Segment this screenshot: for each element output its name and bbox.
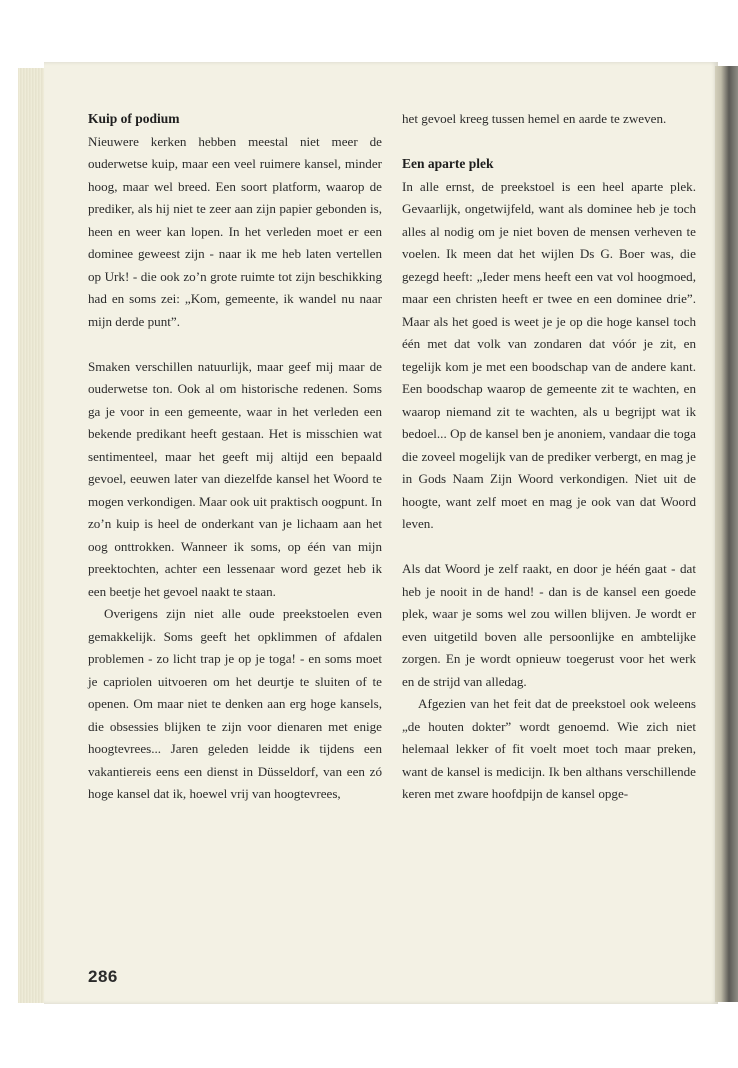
paragraph: Als dat Woord je zelf raakt, en door je héén gaat - dat heb je nooit in de hand! - dan is de kansel een goede plek, waar je soms wel zou willen blijven. Je wordt er even uitgetild boven alle persoonlijke en ambtelijke zorgen. En je wordt opnieuw toegerust voor het werk en de strijd van alledag. [402, 561, 696, 689]
book-page-edges-right [715, 66, 738, 1002]
section-heading-een-aparte-plek: Een aparte plek [402, 156, 494, 171]
right-text-column [402, 108, 696, 806]
paragraph: Smaken verschillen natuurlijk, maar geef mij maar de ouderwetse ton. Ook al om historische redenen. Soms ga je voor in een gemeente, waar in het verleden een bekende predikant heeft gestaan. Het is misschien wat sentimenteel, maar het geeft mij altijd een bepaald gevoel, eeuwen later van diezelfde kansel het Woord te mogen verkondigen. Maar ook uit praktisch oogpunt. In zo’n kuip is heel de onderkant van je lichaam aan het oog onttrokken. Wanneer ik soms, op één van mijn preektochten, achter een lessenaar word gezet heb ik een beetje het gevoel naakt te staan. [88, 358, 382, 599]
paragraph: Afgezien van het feit dat de preekstoel ook weleens „de houten dokter” wordt genoemd. Wie zich niet helemaal lekker of fit voelt moet toch maar preken, want de kansel is medicijn. Ik ben althans verschillende keren met zware hoofdpijn de kansel opge- [402, 696, 696, 801]
page-number: 286 [88, 967, 118, 986]
left-text-column [88, 108, 382, 806]
paragraph: Overigens zijn niet alle oude preekstoelen even gemakkelijk. Soms geeft het opklimmen of afdalen problemen - zo licht trap je op je toga! - en soms moet je capriolen uitvoeren om het deurtje te sluiten of te openen. Om maar niet te denken aan erg hoge kansels, die obsessies blijken te zijn voor dienaren met enige hoogtevrees... Jaren geleden leidde ik tijdens een vakantiereis eens een dienst in Düsseldorf, van een zó hoge kansel dat ik, hoewel vrij van hoogtevrees, [88, 606, 382, 801]
paragraph: Nieuwere kerken hebben meestal niet meer de ouderwetse kuip, maar een veel ruimere kansel, minder hoog, maar wel breed. Een soort platform, waarop de prediker, als hij niet te zeer aan zijn papier gebonden is, heen en weer kan lopen. In het verleden moet er een dominee geweest zijn - naar ik me heb laten vertellen op Urk! - die ook zo’n grote ruimte tot zijn beschikking had en soms zei: „Kom, gemeente, ik wandel nu naar mijn derde punt”. [88, 133, 382, 329]
paragraph: In alle ernst, de preekstoel is een heel aparte plek. Gevaarlijk, ongetwijfeld, want als dominee heb je toch alles al nodig om je niet boven de mensen verheven te voelen. Ik meen dat het wijlen Ds G. Boer was, die gezegd heeft: „Ieder mens heeft een vat vol hoogmoed, maar een christen heeft er twee en een dominee drie”. Maar als het goed is weet je je op die hoge kansel toch één met dat volk van zondaren dat vóór je zit, en tegelijk kom je met een boodschap van de andere kant. Een boodschap waarop de gemeente zit te wachten, en waarop niemand zit te wachten, als u begrijpt wat ik bedoel... Op de kansel ben je anoniem, vandaar die toga die zoveel mogelijk van de prediker verbergt, en mag je in Gods Naam Zijn Woord verkondigen. Niet uit de hoogte, want zelf moet en mag je ook van dat Woord leven. [402, 178, 696, 531]
section-heading-kuip-of-podium: Kuip of podium [88, 111, 180, 126]
paragraph-continued: het gevoel kreeg tussen hemel en aarde te zweven. [402, 111, 667, 126]
